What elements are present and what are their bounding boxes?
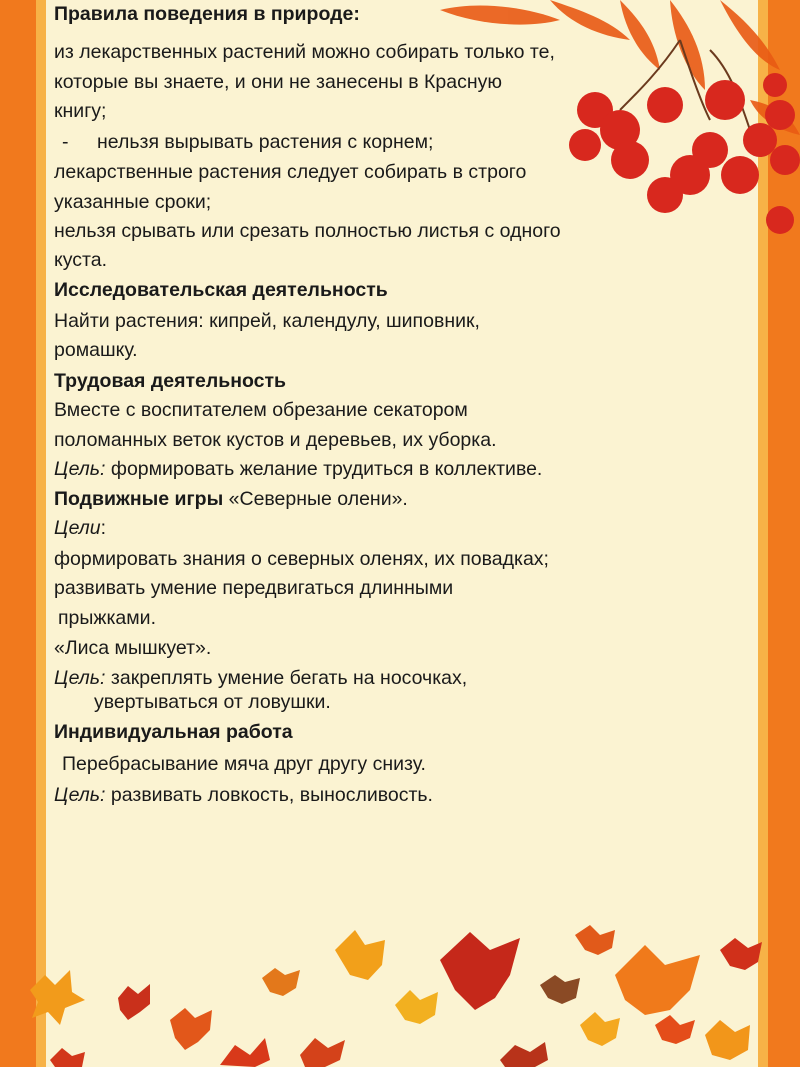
labor-goal xyxy=(54,457,542,481)
rule-line: книгу; xyxy=(54,100,107,122)
left-border-stripe xyxy=(36,0,46,1067)
research-line: ромашку. xyxy=(54,339,138,361)
rule-line: куста. xyxy=(54,249,108,271)
research-heading: Исследовательская деятельность xyxy=(54,279,388,301)
game-title: «Северные олени». xyxy=(223,488,408,510)
individual-heading: Индивидуальная работа xyxy=(54,721,293,743)
goal-label: Цель: xyxy=(54,784,106,806)
game-goal: формировать знания о северных оленях, их повадках; xyxy=(54,548,549,570)
labor-line: Вместе с воспитателем обрезание секатором xyxy=(54,399,468,421)
games-heading-line xyxy=(54,487,408,511)
rule-line: нельзя срывать или срезать полностью листья с одного xyxy=(54,220,561,242)
rule-line: из лекарственных растений можно собирать только те, xyxy=(54,41,555,63)
individual-goal xyxy=(54,783,433,807)
game-goal: развивать умение передвигаться длинными xyxy=(54,577,454,599)
games-heading: Подвижные игры xyxy=(54,488,224,510)
rule-line: указанные сроки; xyxy=(54,191,212,213)
autumn-leaves-icon xyxy=(0,920,800,1067)
rowan-berries-icon xyxy=(420,0,800,240)
individual-line: Перебрасывание мяча друг другу снизу. xyxy=(62,753,426,775)
rule-line: нельзя вырывать растения с корнем; xyxy=(97,131,434,153)
game2-title: «Лиса мышкует». xyxy=(54,637,212,659)
goal-text: закреплять умение бегать на носочках, xyxy=(105,667,468,689)
game2-goal xyxy=(54,666,467,690)
game2-goal-cont: увертываться от ловушки. xyxy=(94,691,331,713)
game-goal: прыжками. xyxy=(58,607,156,629)
research-line: Найти растения: кипрей, календулу, шиповник, xyxy=(54,310,480,332)
rule-dash: - xyxy=(62,131,69,153)
rule-line: которые вы знаете, и они не занесены в Красную xyxy=(54,71,502,93)
goal-text: формировать желание трудиться в коллективе. xyxy=(105,458,543,480)
goals-label-line xyxy=(54,516,106,540)
goals-colon: : xyxy=(100,517,107,539)
goal-label: Цель: xyxy=(54,458,106,480)
labor-heading: Трудовая деятельность xyxy=(54,370,287,392)
goal-label: Цель: xyxy=(54,667,106,689)
goal-text: развивать ловкость, выносливость. xyxy=(105,784,433,806)
rules-heading: Правила поведения в природе: xyxy=(54,3,360,25)
rule-line: лекарственные растения следует собирать в строго xyxy=(54,161,527,183)
goals-label: Цели xyxy=(54,517,101,539)
labor-line: поломанных веток кустов и деревьев, их уборка. xyxy=(54,429,497,451)
